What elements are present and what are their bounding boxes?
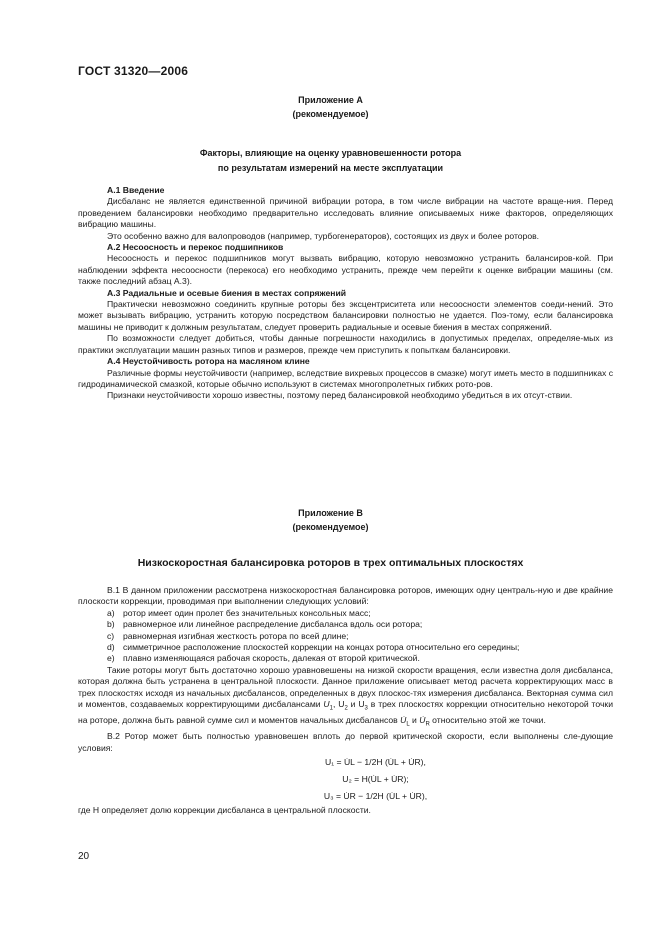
annex-b-status: (рекомендуемое) <box>292 522 369 532</box>
conditions-list <box>78 608 613 665</box>
condition-letter: b) <box>107 619 115 630</box>
annex-a-body <box>78 185 613 402</box>
section-a2-heading: А.2 Несоосность и перекос подшипников <box>107 242 284 253</box>
formula-explanation: где H определяет долю коррекции дисбаланса в центральной плоскости. <box>78 805 371 816</box>
condition-item <box>78 631 613 642</box>
section-a1-paragraph: Это особенно важно для валопроводов (например, турбогенераторов), состоящих из двух и более роторов. <box>107 230 540 241</box>
condition-text: симметричное расположение плоскостей коррекции на концах ротора относительно его середины; <box>123 642 520 653</box>
section-b1-paragraph: В.1 В данном приложении рассмотрена низкоскоростная балансировка роторов, имеющих одну централь-ную и две крайние плоскости коррекции, проводимая при выполнении следующих условий: <box>78 585 613 607</box>
annex-b-label: Приложение В <box>298 508 363 518</box>
condition-item <box>78 608 613 619</box>
formula-u1: U₁ = U̇L − 1/2H (U̇L + U̇R), <box>325 757 426 768</box>
annex-a-title-line2: по результатам измерений на месте эксплуатации <box>217 163 444 173</box>
annex-b-title: Низкоскоростная балансировка роторов в трех оптимальных плоскостях <box>137 557 524 569</box>
formula-u2: U₂ = H(U̇L + U̇R); <box>342 774 409 785</box>
section-a3-paragraph: По возможности следует добиться, чтобы данные погрешности находились в допустимых пределах, определяе-мых из практики эксплуатации машин разных типов и размеров, прежде чем приступить к попыткам балансировки. <box>78 333 613 355</box>
section-a1-heading: А.1 Введение <box>107 185 165 195</box>
document-code: ГОСТ 31320—2006 <box>78 64 189 78</box>
annex-a-status: (рекомендуемое) <box>292 109 369 119</box>
annex-b-body <box>78 585 613 817</box>
section-a4-paragraph: Признаки неустойчивости хорошо известны, поэтому перед балансировкой необходимо убедиться в их отсут-ствии. <box>107 390 573 401</box>
condition-letter: е) <box>107 653 115 664</box>
section-b2-paragraph: В.2 Ротор может быть полностью уравновешен вплоть до первой критической скорости, если выполнены сле-дующие условия: <box>78 731 613 753</box>
annex-a-title <box>0 146 661 176</box>
condition-item <box>78 653 613 664</box>
condition-letter: с) <box>107 630 115 641</box>
section-b1-paragraph-2: Такие роторы могут быть достаточно хорошо уравновешены на низкой скорости вращения, если известна доля дисбаланса, которая должна быть устранена в центральной плоскости. Данное приложение описывает метод расчета корректирующих масс в трех плоскостях исходя из начальных дисбалансов, определенных в двух плоскос-тях измерения дисбаланса. Векторная сумма сил и моментов, создаваемых корректирующими дисбалансами $U_1$, $U_2$ и $U_3$ в трех плоскостях коррекции относительно некоторой точки на роторе, должна быть равной сумме сил и моментов начальных дисбалансов $U̇_L$ и $U̇_R$ относительно этой же точки. <box>78 664 613 728</box>
condition-letter: а) <box>107 607 115 618</box>
section-a3-paragraph: Практически невозможно соединить крупные роторы без эксцентриситета или несоосности элементов соеди-нений. Это может вызывать вибрацию, устранить которую посредством балансировки полностью не удается. Поэ-тому, если балансировка машины не приводит к должным результатам, следует проверить радиальные и осевые биения в местах сопряжений. <box>78 299 613 332</box>
section-a3-heading: А.3 Радиальные и осевые биения в местах сопряжений <box>107 287 347 298</box>
condition-text: плавно изменяющаяся рабочая скорость, далекая от второй критической. <box>123 653 420 664</box>
annex-b-heading <box>0 506 661 534</box>
section-a4-paragraph: Различные формы неустойчивости (например, вследствие вихревых процессов в смазке) могут иметь место в подшипниках с гидродинамической смазкой, которые обычно используют в системах многопролетных гибких рото-ров. <box>78 367 613 389</box>
annex-a-heading <box>0 93 661 121</box>
page-number: 20 <box>78 851 90 862</box>
condition-text: ротор имеет один пролет без значительных консольных масс; <box>123 607 371 618</box>
condition-text: равномерная изгибная жесткость ротора по всей длине; <box>123 630 349 641</box>
formula-u3: U₃ = U̇R − 1/2H (U̇L + U̇R), <box>323 791 428 802</box>
section-a4-heading: А.4 Неустойчивость ротора на масляном клине <box>107 356 310 367</box>
annex-a-title-line1: Факторы, влияющие на оценку уравновешенности ротора <box>199 148 462 158</box>
condition-item <box>78 642 613 653</box>
condition-letter: d) <box>107 642 115 653</box>
section-a1-paragraph: Дисбаланс не является единственной причиной вибрации ротора, в том числе вибрации на частоте враще-ния. Перед проведением балансировки необходимо предварительно исследовать влияние описываемых ниже факторов, определяющих вибрацию машины. <box>78 196 613 230</box>
condition-text: равномерное или линейное распределение дисбаланса вдоль оси ротора; <box>123 619 423 630</box>
section-a2-paragraph: Несоосность и перекос подшипников могут вызвать вибрацию, которую невозможно устранить балансиров-кой. При наблюдении эффекта несоосности (перекоса) его необходимо устранить, прежде чем перейти к оценке вибрации машины (см. также последний абзац А.3). <box>78 253 613 287</box>
condition-item <box>78 619 613 630</box>
annex-a-label: Приложение А <box>298 95 363 105</box>
